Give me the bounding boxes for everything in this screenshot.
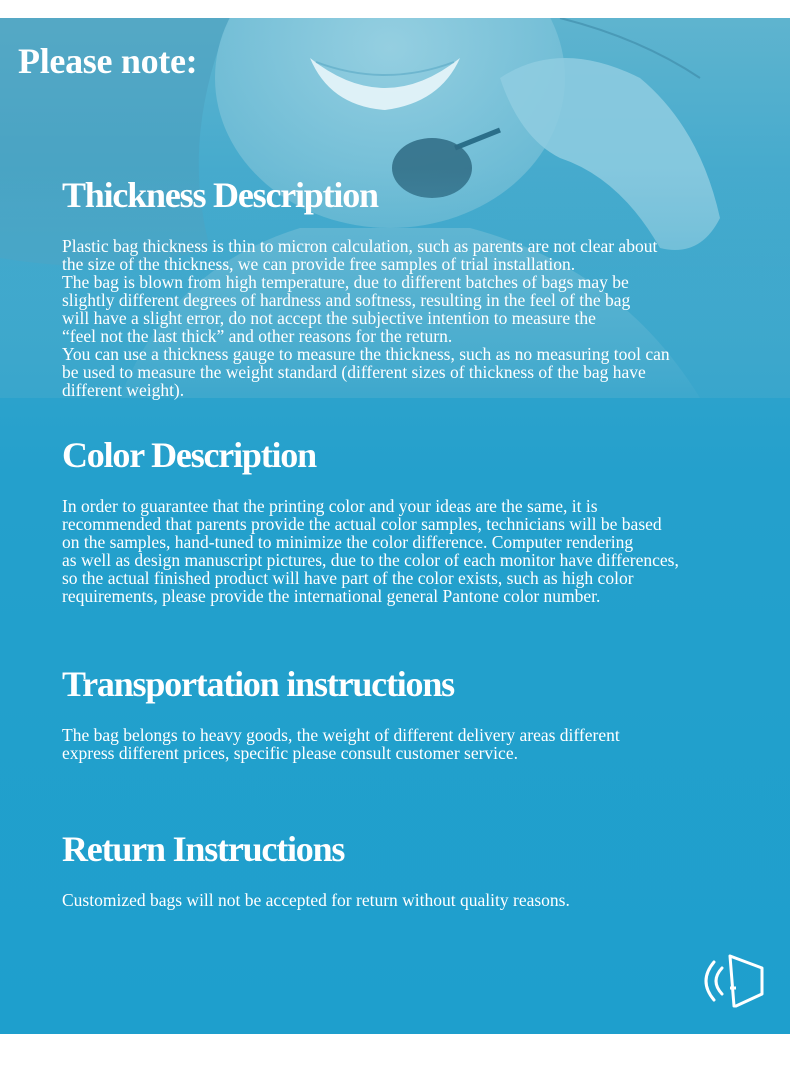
section-body xyxy=(62,726,774,762)
body-line: You can use a thickness gauge to measure the thickness, such as no measuring tool can xyxy=(62,344,670,364)
body-line: the size of the thickness, we can provide free samples of trial installation. xyxy=(62,254,576,274)
body-line: Customized bags will not be accepted for return without quality reasons. xyxy=(62,890,570,910)
section-body xyxy=(62,497,774,605)
body-line: will have a slight error, do not accept the subjective intention to measure the xyxy=(62,308,596,328)
body-line: express different prices, specific please consult customer service. xyxy=(62,743,518,763)
page-title: Please note: xyxy=(18,41,198,81)
body-line: be used to measure the weight standard (different sizes of thickness of the bag have xyxy=(62,362,646,382)
thickness-section xyxy=(62,175,774,399)
speaker-icon xyxy=(700,948,770,1012)
section-heading: Color Description xyxy=(62,435,316,475)
section-body xyxy=(62,891,774,909)
body-line: on the samples, hand-tuned to minimize the color difference. Computer rendering xyxy=(62,532,634,552)
section-body xyxy=(62,237,774,399)
body-line: The bag belongs to heavy goods, the weight of different delivery areas different xyxy=(62,725,620,745)
notice-panel xyxy=(0,18,790,1034)
return-section xyxy=(62,829,774,909)
color-section xyxy=(62,435,774,605)
section-heading: Thickness Description xyxy=(62,175,378,215)
section-heading: Return Instructions xyxy=(62,829,345,869)
body-line: different weight). xyxy=(62,380,185,400)
body-line: In order to guarantee that the printing color and your ideas are the same, it is xyxy=(62,496,598,516)
body-line: “feel not the last thick” and other reasons for the return. xyxy=(62,326,453,346)
body-line: The bag is blown from high temperature, due to different batches of bags may be xyxy=(62,272,629,292)
transportation-section xyxy=(62,664,774,762)
body-line: slightly different degrees of hardness and softness, resulting in the feel of the bag xyxy=(62,290,631,310)
body-line: Plastic bag thickness is thin to micron calculation, such as parents are not clear about xyxy=(62,236,658,256)
body-line: recommended that parents provide the actual color samples, technicians will be based xyxy=(62,514,662,534)
section-heading: Transportation instructions xyxy=(62,664,454,704)
body-line: so the actual finished product will have part of the color exists, such as high color xyxy=(62,568,634,588)
body-line: as well as design manuscript pictures, due to the color of each monitor have differences, xyxy=(62,550,679,570)
body-line: requirements, please provide the international general Pantone color number. xyxy=(62,586,601,606)
